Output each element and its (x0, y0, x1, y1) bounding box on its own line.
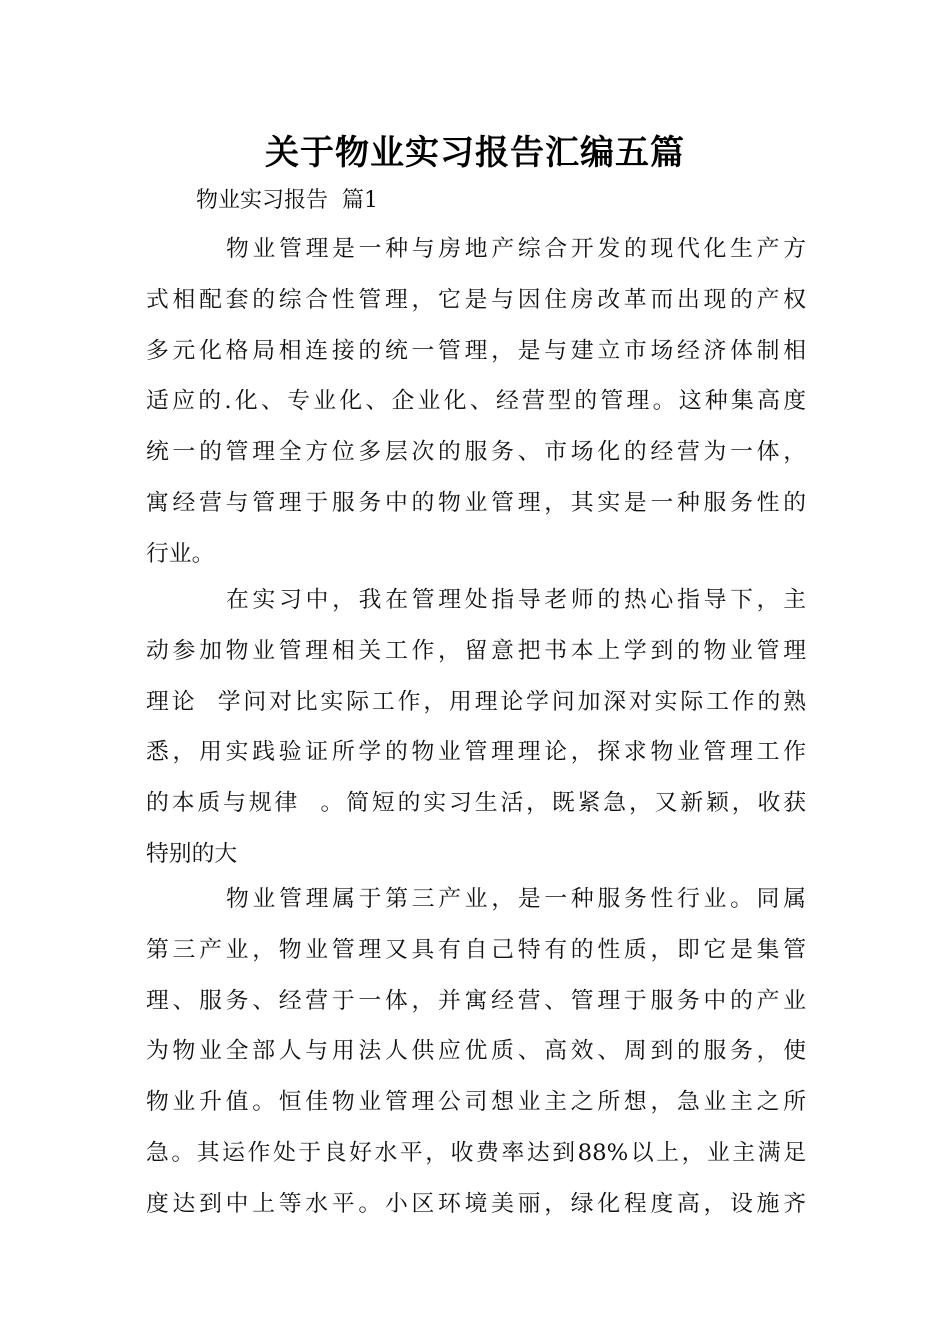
paragraph-line: 理论 学问对比实际工作，用理论学问加深对实际工作的熟 (146, 688, 806, 715)
paragraph-line: 特别的大 (146, 840, 238, 867)
document-title: 关于物业实习报告汇编五篇 (265, 133, 685, 173)
paragraph-line: 行业。 (146, 540, 215, 567)
paragraph-line: 的本质与规律 。简短的实习生活，既紧急，又新颖，收获 (146, 790, 806, 817)
paragraph-line: 物业管理属于第三产业，是一种服务性行业。同属 (226, 886, 806, 912)
paragraph-line: 适应的.化、专业化、企业化、经营型的管理。这种集高度 (146, 388, 806, 415)
paragraph-line: 寓经营与管理于服务中的物业管理，其实是一种服务性的 (146, 489, 806, 516)
paragraph-line: 统一的管理全方位多层次的服务、市场化的经营为一体， (146, 439, 806, 466)
paragraph-line: 在实习中，我在管理处指导老师的热心指导下，主 (226, 587, 806, 613)
paragraph-line: 急。其运作处于良好水平，收费率达到88%以上，业主满足 (146, 1139, 806, 1166)
paragraph-1 (146, 224, 806, 580)
paragraph-line: 第三产业，物业管理又具有自己特有的性质，即它是集管 (146, 936, 806, 963)
paragraph-line: 悉，用实践验证所学的物业管理理论，探求物业管理工作 (146, 739, 806, 766)
paragraph-line: 理、服务、经营于一体，并寓经营、管理于服务中的产业 (146, 987, 806, 1014)
paragraph-2 (146, 575, 806, 880)
paragraph-line: 物业升值。恒佳物业管理公司想业主之所想，急业主之所 (146, 1089, 806, 1116)
section-heading: 物业实习报告 篇1 (196, 188, 378, 213)
paragraph-line: 式相配套的综合性管理，它是与因住房改革而出现的产权 (146, 286, 806, 313)
paragraph-line: 物业管理是一种与房地产综合开发的现代化生产方 (226, 236, 806, 262)
paragraph-line: 度达到中上等水平。小区环境美丽，绿化程度高，设施齐 (146, 1190, 806, 1217)
paragraph-line: 多元化格局相连接的统一管理，是与建立市场经济体制相 (146, 337, 806, 364)
paragraph-3 (146, 874, 806, 1230)
paragraph-line: 为物业全部人与用法人供应优质、高效、周到的服务，使 (146, 1038, 806, 1065)
paragraph-line: 动参加物业管理相关工作，留意把书本上学到的物业管理 (146, 637, 806, 664)
